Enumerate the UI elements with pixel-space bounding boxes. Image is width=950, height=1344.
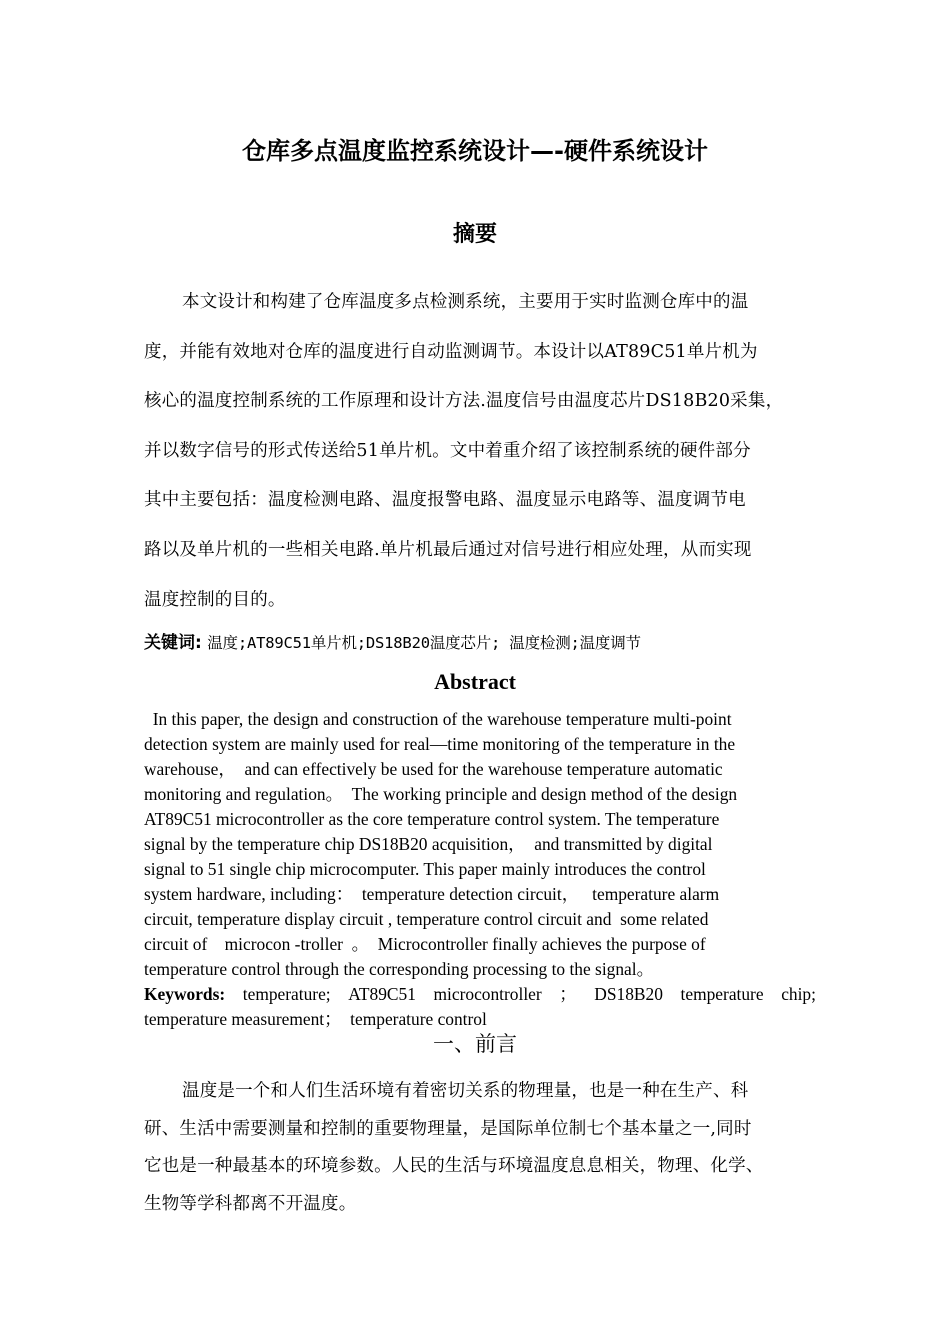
preface-paragraph bbox=[144, 1073, 824, 1223]
preface-line: 生物等学科都离不开温度。 bbox=[144, 1193, 357, 1214]
en-abstract-line: warehouse， and can effectively be used for the warehouse temperature automatic bbox=[144, 759, 723, 779]
abstract-heading-en: Abstract bbox=[434, 669, 516, 694]
keywords-label-en: Keywords: bbox=[144, 984, 226, 1004]
cn-abstract-line: 路以及单片机的一些相关电路.单片机最后通过对信号进行相应处理，从而实现 bbox=[144, 539, 752, 560]
cn-abstract-line: 并以数字信号的形式传送给51单片机。文中着重介绍了该控制系统的硬件部分 bbox=[144, 440, 751, 461]
keyword-word: chip; bbox=[781, 984, 816, 1004]
cn-abstract-line: 温度控制的目的。 bbox=[144, 589, 286, 610]
english-abstract bbox=[144, 707, 816, 1032]
keyword-word: microcontroller bbox=[433, 984, 542, 1004]
en-abstract-line: AT89C51 microcontroller as the core temperature control system. The temperature bbox=[144, 809, 720, 829]
chinese-abstract bbox=[144, 278, 816, 625]
section-heading-preface: 一、前言 bbox=[433, 1032, 517, 1056]
keyword-word: temperature; bbox=[242, 984, 331, 1004]
en-abstract-line: In this paper, the design and construction of the warehouse temperature multi-point bbox=[144, 709, 732, 729]
keyword-word: ； bbox=[559, 984, 577, 1004]
keyword-word: temperature bbox=[680, 984, 764, 1004]
document-title: 仓库多点温度监控系统设计—-硬件系统设计 bbox=[242, 137, 708, 165]
keywords-label-cn: 关键词: bbox=[144, 633, 202, 653]
en-abstract-line: temperature control through the corresponding processing to the signal。 bbox=[144, 959, 654, 979]
en-abstract-line: signal by the temperature chip DS18B20 acquisition， and transmitted by digital bbox=[144, 834, 713, 854]
en-abstract-line: system hardware, including： temperature detection circuit， temperature alarm bbox=[144, 884, 720, 904]
en-abstract-line: circuit, temperature display circuit , temperature control circuit and some related bbox=[144, 909, 709, 929]
chinese-keywords bbox=[144, 626, 816, 660]
cn-abstract-line: 度，并能有效地对仓库的温度进行自动监测调节。本设计以AT89C51单片机为 bbox=[144, 341, 758, 362]
preface-line: 它也是一种最基本的环境参数。人民的生活与环境温度息息相关，物理、化学、 bbox=[144, 1156, 764, 1177]
en-abstract-line: circuit of microcon -troller 。 Microcontroller finally achieves the purpose of bbox=[144, 934, 706, 954]
cn-abstract-line: 本文设计和构建了仓库温度多点检测系统，主要用于实时监测仓库中的温 bbox=[182, 292, 749, 312]
english-keywords-line bbox=[144, 982, 816, 1007]
keyword-word: AT89C51 bbox=[348, 984, 416, 1004]
preface-line: 温度是一个和人们生活环境有着密切关系的物理量，也是一种在生产、科 bbox=[182, 1081, 749, 1101]
english-keywords-line-2: temperature measurement； temperature control bbox=[144, 1009, 487, 1029]
cn-abstract-line: 其中主要包括：温度检测电路、温度报警电路、温度显示电路等、温度调节电 bbox=[144, 490, 746, 511]
en-abstract-line: detection system are mainly used for real—time monitoring of the temperature in the bbox=[144, 734, 736, 754]
en-abstract-line: monitoring and regulation。 The working principle and design method of the design bbox=[144, 784, 738, 804]
en-abstract-line: signal to 51 single chip microcomputer. This paper mainly introduces the control bbox=[144, 859, 706, 879]
keywords-text-cn: 温度;AT89C51单片机;DS18B20温度芯片; 温度检测;温度调节 bbox=[207, 634, 641, 652]
abstract-heading-cn: 摘要 bbox=[452, 222, 497, 247]
keyword-word: DS18B20 bbox=[594, 984, 663, 1004]
preface-line: 研、生活中需要测量和控制的重要物理量，是国际单位制七个基本量之一,同时 bbox=[144, 1118, 752, 1139]
cn-abstract-line: 核心的温度控制系统的工作原理和设计方法.温度信号由温度芯片DS18B20采集， bbox=[144, 391, 784, 412]
